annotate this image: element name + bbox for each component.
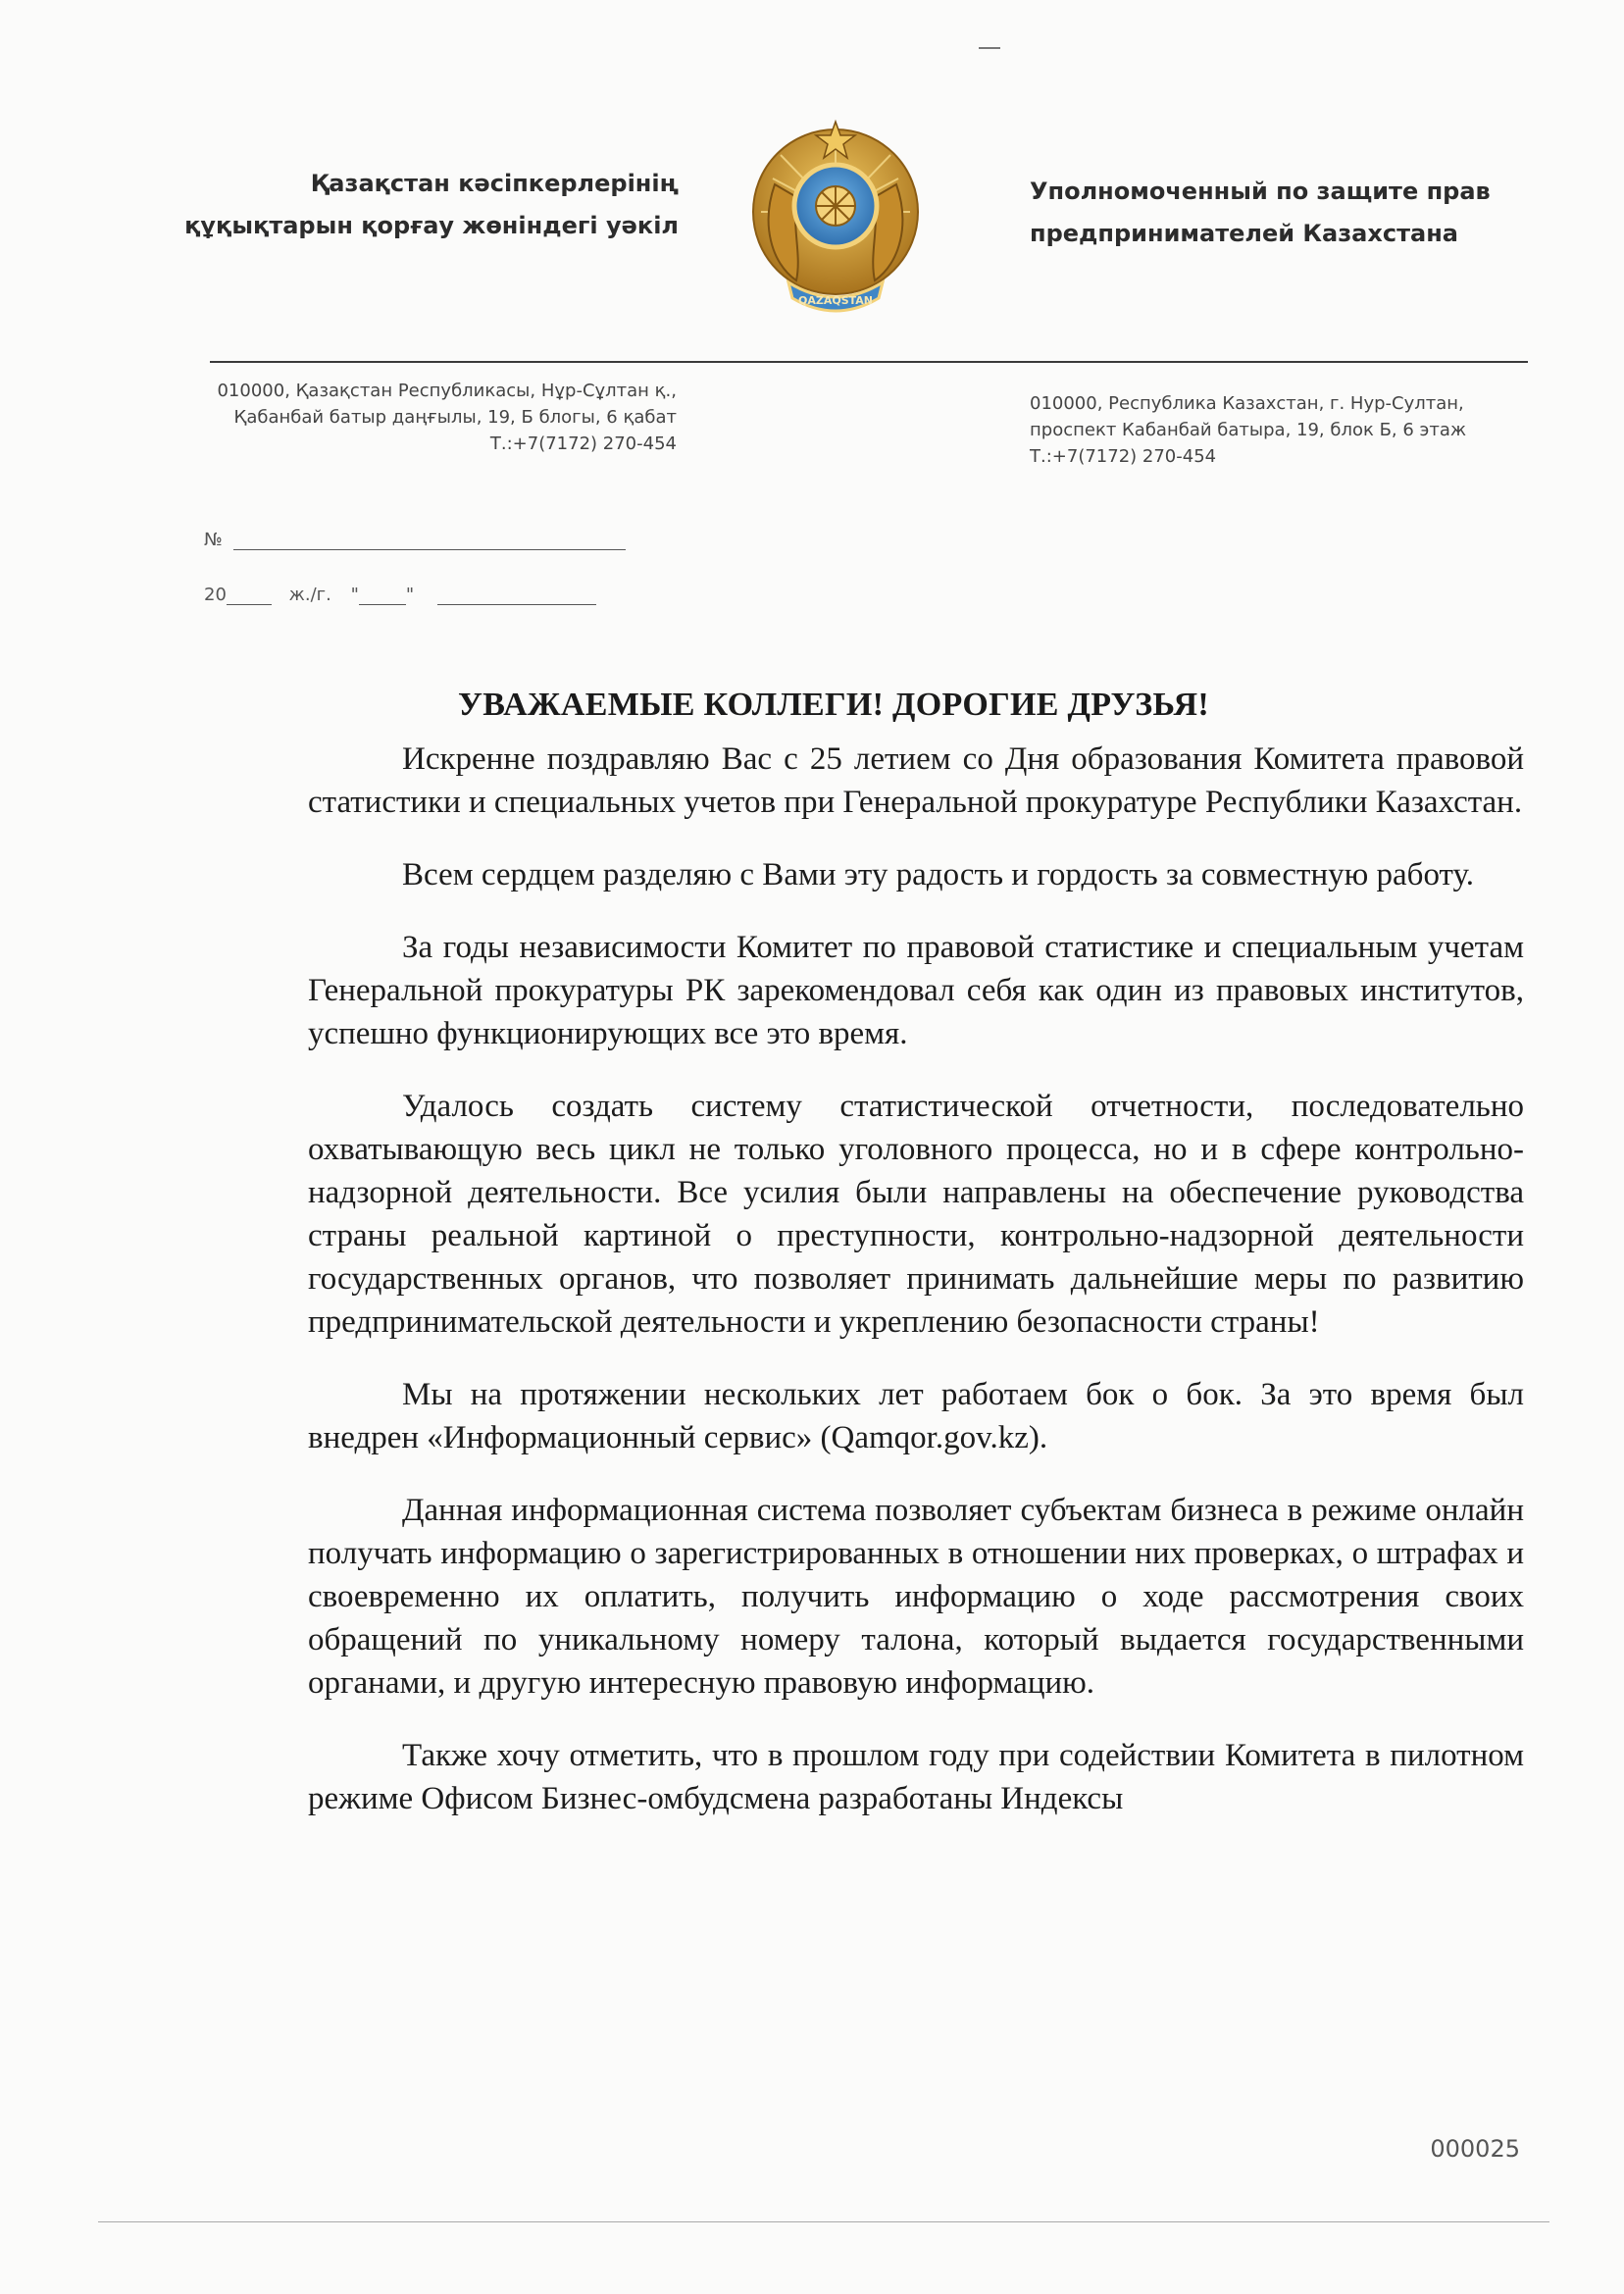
page-number: 000025 <box>1430 2135 1520 2163</box>
letter-paragraph: Всем сердцем разделяю с Вами эту радость и гордость за совместную работу. <box>402 857 1474 892</box>
address-ru-line: 010000, Республика Казахстан, г. Нур-Султан, <box>1030 393 1464 414</box>
registration-day-line <box>359 588 406 605</box>
emblem-banner-text: QAZAQSTAN <box>798 294 873 307</box>
letterhead-title-ru <box>1030 171 1520 255</box>
address-ru <box>1030 390 1540 470</box>
registration-date-field <box>204 585 596 605</box>
letter-paragraph: Данная информационная система позволяет субъектам бизнеса в режиме онлайн получать информацию о зарегистрированных в отношении них проверках, о штрафах и своевременно их оплатить, получить информацию о ходе рассмотрения своих обращений по уникальному номеру талона, который выдается государственными органами, и другую интересную правовую информацию. <box>308 1493 1524 1701</box>
address-kz-line: 010000, Қазақстан Республикасы, Нұр-Сұлтан қ., <box>217 381 677 401</box>
letterhead-divider <box>210 361 1528 363</box>
registration-quote-open: " <box>350 585 359 605</box>
letterhead-title-ru-line: предпринимателей Казахстана <box>1030 220 1458 247</box>
scan-mark <box>979 47 1000 49</box>
letterhead-title-kz-line: Қазақстан кәсіпкерлерінің <box>310 170 679 197</box>
address-kz <box>177 378 677 457</box>
address-ru-line: проспект Кабанбай батыра, 19, блок Б, 6 этаж <box>1030 420 1467 440</box>
registration-year-line <box>227 588 272 605</box>
registration-date-label: ж./г. <box>288 585 331 605</box>
registration-year-prefix: 20 <box>204 585 227 605</box>
letter-paragraph: Мы на протяжении нескольких лет работаем бок о бок. За это время был внедрен «Информационный сервис» (Qamqor.gov.kz). <box>308 1377 1524 1455</box>
letter-paragraph: Также хочу отметить, что в прошлом году при содействии Комитета в пилотном режиме Офисом Бизнес-омбудсмена разработаны Индексы <box>308 1738 1524 1816</box>
letter-title: УВАЖАЕМЫЕ КОЛЛЕГИ! ДОРОГИЕ ДРУЗЬЯ! <box>458 687 1209 723</box>
emblem-graphic <box>751 116 920 328</box>
letter-paragraph: За годы независимости Комитет по правовой статистике и специальным учетам Генеральной прокуратуры РК зарекомендовал себя как один из правовых институтов, успешно функционирующих все это время. <box>308 930 1524 1051</box>
registration-number-label: № <box>204 530 223 550</box>
letter-body <box>308 738 1524 1850</box>
address-ru-line: Т.:+7(7172) 270-454 <box>1030 446 1217 467</box>
state-emblem <box>751 116 920 328</box>
registration-quote-close: " <box>405 585 415 605</box>
letterhead-title-kz <box>157 163 679 247</box>
letterhead-title-kz-line: құқықтарын қорғау жөніндегі уәкіл <box>184 212 679 239</box>
scan-edge-line <box>98 2221 1549 2222</box>
letter-paragraph: Искренне поздравляю Вас с 25 летием со Дня образования Комитета правовой статистики и специальных учетов при Генеральной прокуратуре Республики Казахстан. <box>308 741 1524 820</box>
letterhead-title-ru-line: Уполномоченный по защите прав <box>1030 178 1491 205</box>
address-kz-line: Т.:+7(7172) 270-454 <box>489 433 677 454</box>
letter-paragraph: Удалось создать систему статистической отчетности, последовательно охватывающую весь цикл не только уголовного процесса, но и в сфере контрольно-надзорной деятельности. Все усилия были направлены на обеспечение руководства страны реальной картиной о преступности, контрольно-надзорной деятельности государственных органов, что позволяет принимать дальнейшие меры по развитию предпринимательской деятельности и укреплению безопасности страны! <box>308 1089 1524 1340</box>
registration-number-line <box>233 534 626 550</box>
registration-month-line <box>437 588 596 605</box>
registration-number-field <box>204 530 626 550</box>
address-kz-line: Қабанбай батыр даңғылы, 19, Б блогы, 6 қабат <box>233 407 677 428</box>
